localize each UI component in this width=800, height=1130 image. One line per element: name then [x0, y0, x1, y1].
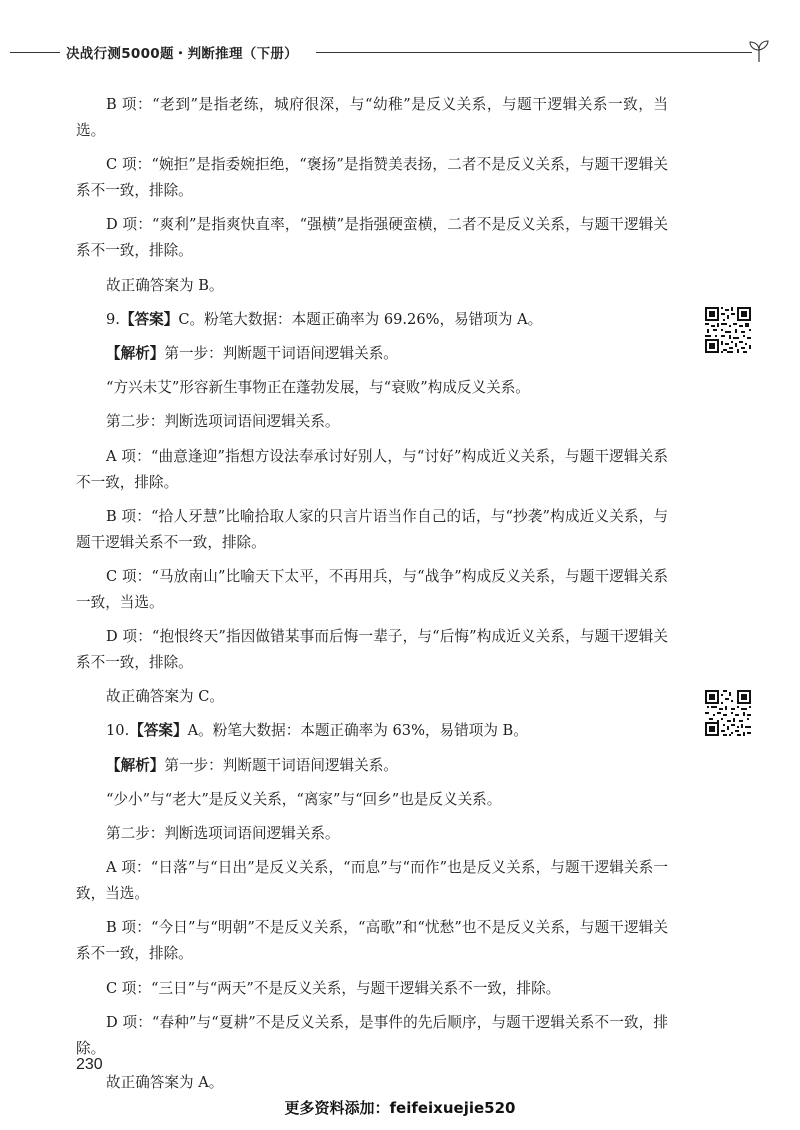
analysis-label: 【解析】: [106, 344, 165, 362]
paragraph-q9-d: D 项：“抱恨终天”指因做错某事而后悔一辈子，与“后悔”构成近义关系，与题干逻辑关系不一致，排除。: [76, 628, 668, 672]
paragraph-q10-analysis: 【解析】第一步：判断题干词语间逻辑关系。: [106, 756, 398, 774]
paragraph-q10-b: B 项：“今日”与“明朝”不是反义关系，“高歌”和“忧愁”也不是反义关系，与题干逻辑关系不一致，排除。: [76, 919, 668, 963]
analysis-label: 【解析】: [106, 756, 165, 774]
header-rule-left: [10, 52, 60, 53]
paragraph-q10-a: A 项：“日落”与“日出”是反义关系，“而息”与“而作”也是反义关系，与题干逻辑关系一致，当选。: [76, 859, 668, 903]
paragraph-q10-d: D 项：“春种”与“夏耕”不是反义关系，是事件的先后顺序，与题干逻辑关系不一致，排除。: [76, 1013, 668, 1057]
paragraph-d-option: D 项：“爽利”是指爽快直率，“强横”是指强硬蛮横，二者不是反义关系，与题干逻辑关系不一致，排除。: [76, 216, 668, 260]
answer-label: 【答案】: [129, 722, 188, 740]
paragraph-q10-c: C 项：“三日”与“两天”不是反义关系，与题干逻辑关系不一致，排除。: [106, 979, 561, 997]
paragraph-q10-step2: 第二步：判断选项词语间逻辑关系。: [106, 825, 340, 842]
paragraph-q9-a: A 项：“曲意逢迎”指想方设法奉承讨好别人，与“讨好”构成近义关系，与题干逻辑关系不一致，排除。: [76, 447, 668, 491]
answer-explanations: [76, 92, 668, 1104]
paragraph-q10-answer: 10.【答案】A。粉笔大数据：本题正确率为 63%，易错项为 B。: [106, 722, 528, 740]
qr-code-q9[interactable]: [703, 305, 753, 355]
sprout-icon: [746, 38, 772, 64]
paragraph-q10-conclusion: 故正确答案为 A。: [106, 1073, 224, 1091]
paragraph-q9-step2: 第二步：判断选项词语间逻辑关系。: [106, 413, 340, 431]
paragraph-conclusion: 故正确答案为 B。: [106, 276, 224, 294]
paragraph-c-option: C 项：“婉拒”是指委婉拒绝，“褒扬”是指赞美表扬，二者不是反义关系，与题干逻辑关系不一致，排除。: [76, 156, 668, 200]
qr-code-icon: [703, 305, 753, 355]
paragraph-q9-conclusion: 故正确答案为 C。: [106, 688, 224, 706]
running-header: [0, 38, 800, 68]
paragraph-q10-stem: “少小”与“老大”是反义关系，“离家”与“回乡”也是反义关系。: [106, 790, 502, 808]
paragraph-q9-analysis: 【解析】第一步：判断题干词语间逻辑关系。: [106, 344, 398, 362]
qr-code-icon: [703, 688, 753, 738]
paragraph-q9-b: B 项：“拾人牙慧”比喻拾取人家的只言片语当作自己的话，与“抄袭”构成近义关系，与题干逻辑关系不一致，排除。: [76, 507, 668, 551]
footer-note: 更多资料添加：feifeixuejie520: [284, 1099, 516, 1117]
page-number: 230: [76, 1056, 103, 1073]
paragraph-q9-stem: “方兴未艾”形容新生事物正在蓬勃发展，与“衰败”构成反义关系。: [106, 379, 530, 397]
paragraph-b-option: B 项：“老到”是指老练，城府很深，与“幼稚”是反义关系，与题干逻辑关系一致，当选。: [76, 96, 668, 139]
paragraph-q9-c: C 项：“马放南山”比喻天下太平，不再用兵，与“战争”构成反义关系，与题干逻辑关系一致，当选。: [76, 567, 668, 611]
answer-label: 【答案】: [119, 310, 179, 328]
qr-code-q10[interactable]: [703, 688, 753, 738]
book-title: 决战行测5000题・判断推理（下册）: [66, 46, 298, 62]
header-rule-right: [316, 52, 752, 53]
paragraph-q9-answer: 9.【答案】C。粉笔大数据：本题正确率为 69.26%，易错项为 A。: [106, 310, 543, 328]
